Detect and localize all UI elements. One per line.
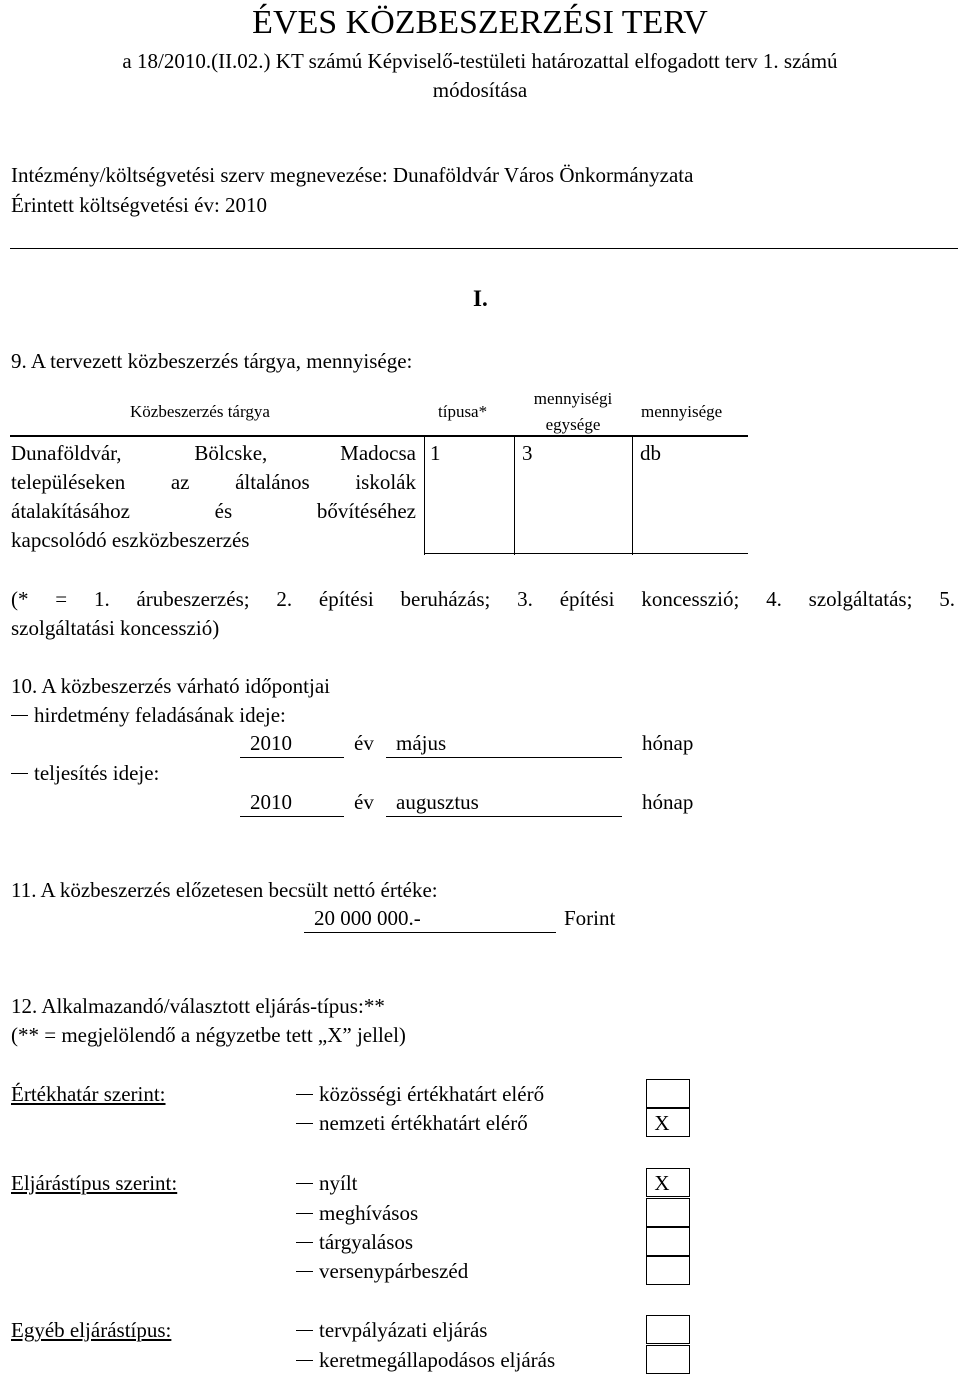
- notice-month: május: [396, 731, 447, 755]
- checkbox-mark: [640, 1256, 684, 1285]
- dash-bullet: [296, 1271, 313, 1272]
- table-header-rule: [10, 435, 748, 437]
- dash-bullet: [11, 715, 28, 716]
- section-12-heading: 12. Alkalmazandó/választott eljárás-típus:**: [11, 994, 385, 1018]
- table-col-divider-3: [632, 436, 633, 555]
- col-header-type: típusa*: [438, 402, 488, 421]
- subject-line-3: átalakításához és bővítéséhez: [11, 499, 416, 523]
- section-roman-numeral: I.: [473, 286, 488, 311]
- dash-bullet: [296, 1242, 313, 1243]
- estimated-value-line: [304, 932, 556, 933]
- dash-bullet: [296, 1183, 313, 1184]
- notice-year: 2010: [250, 731, 292, 755]
- header-divider: [10, 248, 958, 249]
- checkbox-mark: [640, 1227, 684, 1256]
- option-label: tervpályázati eljárás: [296, 1320, 487, 1341]
- notice-month-line: [386, 757, 622, 758]
- cell-unit: 3: [522, 441, 533, 465]
- dash-bullet: [296, 1360, 313, 1361]
- subtitle-line-2: módosítása: [432, 78, 528, 102]
- type-note-line-1: (* = 1. árubeszerzés; 2. építési beruházás; 3. építési koncesszió; 4. szolgáltatás; 5.: [11, 587, 955, 611]
- currency: Forint: [564, 906, 616, 930]
- subject-line-4: kapcsolódó eszközbeszerzés: [11, 528, 250, 552]
- table-bottom-rule: [424, 553, 748, 554]
- checkbox-mark: X: [654, 1171, 670, 1195]
- option-label: meghívásos: [296, 1203, 418, 1224]
- cell-quantity: db: [640, 441, 661, 465]
- group-label-procedure-type: Eljárástípus szerint:: [11, 1171, 178, 1195]
- group-label-other-procedure: Egyéb eljárástípus:: [11, 1318, 172, 1342]
- checkbox-mark: [640, 1198, 684, 1227]
- estimated-value: 20 000 000.-: [314, 906, 421, 930]
- dash-bullet: [296, 1330, 313, 1331]
- dash-bullet: [11, 773, 28, 774]
- type-note-line-2: szolgáltatási koncesszió): [11, 616, 220, 640]
- subject-line-2: településeken az általános iskolák: [11, 470, 416, 494]
- completion-year-line: [240, 816, 344, 817]
- cell-type: 1: [430, 441, 441, 465]
- year-word: év: [354, 790, 374, 814]
- checkbox-mark: [640, 1079, 684, 1108]
- completion-month: augusztus: [396, 790, 479, 814]
- budget-year: Érintett költségvetési év: 2010: [11, 193, 268, 217]
- table-col-divider-2: [514, 436, 515, 555]
- dash-bullet: [296, 1213, 313, 1214]
- completion-year: 2010: [250, 790, 292, 814]
- option-label: közösségi értékhatárt elérő: [296, 1084, 544, 1105]
- option-label: tárgyalásos: [296, 1232, 413, 1253]
- marking-note: (** = megjelölendő a négyzetbe tett „X” jellel): [11, 1023, 406, 1047]
- year-word: év: [354, 731, 374, 755]
- subtitle-line-1: a 18/2010.(II.02.) KT számú Képviselő-testületi határozattal elfogadott terv 1. számú: [122, 49, 838, 73]
- section-10-heading: 10. A közbeszerzés várható időpontjai: [11, 674, 330, 698]
- col-header-quantity: mennyisége: [641, 402, 723, 421]
- option-label: nemzeti értékhatárt elérő: [296, 1113, 528, 1134]
- notice-date-label: hirdetmény feladásának ideje:: [11, 705, 286, 726]
- section-9-heading: 9. A tervezett közbeszerzés tárgya, mennyisége:: [11, 349, 413, 373]
- col-header-unit-2: egysége: [545, 415, 601, 434]
- section-11-heading: 11. A közbeszerzés előzetesen becsült nettó értéke:: [11, 878, 438, 902]
- option-label: keretmegállapodásos eljárás: [296, 1350, 555, 1371]
- notice-year-line: [240, 757, 344, 758]
- col-header-unit-1: mennyiségi: [533, 389, 613, 408]
- dash-bullet: [296, 1094, 313, 1095]
- month-word: hónap: [642, 790, 694, 814]
- completion-month-line: [386, 816, 622, 817]
- col-header-subject: Közbeszerzés tárgya: [130, 402, 270, 421]
- group-label-threshold: Értékhatár szerint:: [11, 1082, 166, 1106]
- document-title: ÉVES KÖZBESZERZÉSI TERV: [252, 4, 708, 41]
- dash-bullet: [296, 1123, 313, 1124]
- completion-date-label: teljesítés ideje:: [11, 763, 159, 784]
- subject-line-1: Dunaföldvár, Bölcske, Madocsa: [11, 441, 416, 465]
- checkbox-mark: X: [654, 1111, 670, 1135]
- option-label: nyílt: [296, 1173, 358, 1194]
- institution-name: Intézmény/költségvetési szerv megnevezése: Dunaföldvár Város Önkormányzata: [11, 163, 694, 187]
- month-word: hónap: [642, 731, 694, 755]
- option-label: versenypárbeszéd: [296, 1261, 468, 1282]
- checkbox-mark: [640, 1315, 684, 1344]
- checkbox-mark: [640, 1345, 684, 1374]
- table-col-divider-1: [424, 436, 425, 555]
